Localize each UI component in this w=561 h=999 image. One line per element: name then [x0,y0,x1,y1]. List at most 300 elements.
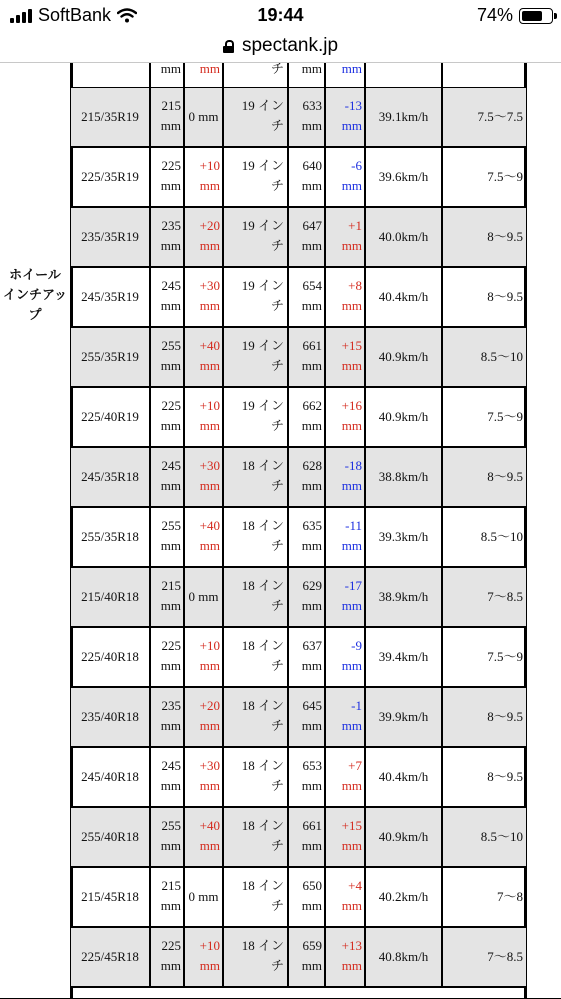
battery-fill [522,11,542,21]
inch-suffix: チ [270,298,284,313]
cell-speed [364,88,441,146]
status-bar [0,0,561,34]
cell-dia-diff [324,868,364,926]
speed-value: 40.9km/h [378,829,429,844]
cell-inch [222,448,287,506]
inch-value: 18 イン [241,578,284,593]
cell-width-diff [183,508,222,566]
cell-size [71,268,149,326]
cell-rim [441,208,526,266]
cell-size [71,88,149,146]
cell-width-diff [183,568,222,626]
width-diff-unit: mm [199,718,220,733]
diameter-value: 650 [302,878,322,893]
cell-diameter [287,268,324,326]
tire-size: 225/45R18 [81,949,139,964]
inch-value: 18 イン [241,878,284,893]
diameter-value: 629 [302,578,322,593]
width-unit: mm [160,778,181,793]
width-diff-unit: mm [199,838,220,853]
rim-width: 8.5〜10 [480,529,523,544]
diameter-value: 640 [302,158,322,173]
cell-width-diff [183,808,222,866]
inch-value: 18 イン [241,818,284,833]
dia-diff-value: +15 [341,338,362,353]
cell-width [149,268,183,326]
cell-size [71,448,149,506]
cell-dia-diff [324,148,364,206]
diameter-unit: mm [301,478,322,493]
dia-diff-unit: mm [341,238,362,253]
diameter-unit: mm [301,658,322,673]
speed-value: 40.9km/h [378,349,429,364]
cell-size [71,328,149,386]
width-unit: mm [160,238,181,253]
tire-size: 215/40R18 [81,589,139,604]
url-text[interactable]: spectank.jp [241,35,339,56]
diameter-unit: mm [301,598,322,613]
dia-diff-value: +15 [341,818,362,833]
width-value: 255 [161,818,181,833]
rim-width: 7.5〜9 [487,409,523,424]
width-diff-value: +30 [199,458,220,473]
cell-rim [441,88,526,146]
diameter-value: 628 [302,458,322,473]
cell-diameter [287,328,324,386]
width-unit: mm [160,63,181,76]
cell-dia-diff [324,928,364,986]
cell-dia-diff [324,688,364,746]
tire-size: 235/35R19 [81,229,139,244]
width-value: 225 [161,158,181,173]
speed-value: 40.2km/h [378,889,429,904]
width-unit: mm [160,298,181,313]
cell-width-diff [183,628,222,686]
speed-value: 40.4km/h [378,769,429,784]
inch-value: 18 イン [241,518,284,533]
width-diff-unit: mm [199,958,220,973]
inch-value: 19 イン [241,398,284,413]
cell-width-diff [183,328,222,386]
cell-speed [364,508,441,566]
dia-diff-value: -18 [344,458,362,473]
inch-suffix: チ [270,598,284,613]
cell-size [71,63,149,87]
tire-size: 235/40R18 [81,709,139,724]
cell-dia-diff [324,508,364,566]
cell-width [149,748,183,806]
cell-width [149,388,183,446]
dia-diff-unit: mm [341,418,362,433]
table-row [71,868,526,928]
cell-rim [441,868,526,926]
cell-diameter [287,568,324,626]
table-row [71,148,526,208]
dia-diff-value: +1 [348,218,362,233]
width-diff-unit: mm [199,538,220,553]
inch-suffix: チ [270,658,284,673]
cell-inch [222,688,287,746]
cell-inch [222,928,287,986]
cell-width-diff [183,748,222,806]
cell-dia-diff [324,88,364,146]
dia-diff-unit: mm [341,178,362,193]
width-diff-value: 0 mm [188,889,219,904]
diameter-unit: mm [301,118,322,133]
width-diff-unit: mm [199,298,220,313]
group-label [0,265,70,325]
inch-suffix: チ [270,898,284,913]
cell-size [71,808,149,866]
tire-size: 215/45R18 [81,889,139,904]
inch-suffix: チ [270,718,284,733]
dia-diff-value: -9 [351,638,362,653]
speed-value: 39.4km/h [378,649,429,664]
width-diff-value: +40 [199,338,220,353]
tire-size: 255/40R18 [81,829,139,844]
cell-inch [222,508,287,566]
dia-diff-unit: mm [341,958,362,973]
cell-diameter [287,88,324,146]
width-unit: mm [160,658,181,673]
dia-diff-value: -17 [344,578,362,593]
width-value: 225 [161,938,181,953]
width-unit: mm [160,178,181,193]
cell-diameter [287,628,324,686]
cell-dia-diff [324,628,364,686]
dia-diff-value: -11 [345,518,362,533]
width-unit: mm [160,898,181,913]
cell-rim [441,928,526,986]
dia-diff-unit: mm [341,718,362,733]
width-unit: mm [160,118,181,133]
rim-width: 8.5〜10 [480,349,523,364]
diameter-unit: mm [301,418,322,433]
cell-diameter [287,148,324,206]
table-row [71,508,526,568]
cell-speed [364,808,441,866]
width-unit: mm [160,358,181,373]
cell-diameter [287,868,324,926]
diameter-unit: mm [301,238,322,253]
width-value: 255 [161,518,181,533]
cell-dia-diff [324,268,364,326]
width-unit: mm [160,538,181,553]
cell-rim [441,508,526,566]
cell-speed [364,688,441,746]
width-unit: mm [160,718,181,733]
cell-speed [364,868,441,926]
cell-size [71,508,149,566]
diameter-unit: mm [301,898,322,913]
cell-width [149,688,183,746]
cell-size [71,928,149,986]
rim-width: 7〜8.5 [487,949,523,964]
width-value: 215 [161,98,181,113]
cell-speed [364,268,441,326]
dia-diff-value: -13 [344,98,362,113]
table-row [71,88,526,148]
rim-width: 7〜8.5 [487,589,523,604]
cell-speed [364,628,441,686]
inch-suffix: チ [270,358,284,373]
inch-value: 19 イン [241,98,284,113]
inch-value: 19 イン [241,278,284,293]
tire-size: 225/40R19 [81,409,139,424]
inch-value: 19 イン [241,218,284,233]
inch-suffix: チ [270,238,284,253]
rim-width: 7.5〜9 [487,649,523,664]
cell-rim [441,748,526,806]
cell-rim [441,628,526,686]
table-row-partial-top [71,63,526,89]
cell-width [149,148,183,206]
cell-speed [364,748,441,806]
speed-value: 38.8km/h [378,469,429,484]
diameter-unit: mm [301,178,322,193]
rim-width: 8〜9.5 [487,229,523,244]
cell-width [149,628,183,686]
cell-rim [441,268,526,326]
cell-rim [441,568,526,626]
cell-width [149,868,183,926]
table-row [71,268,526,328]
dia-diff-value: -6 [351,158,362,173]
width-value: 245 [161,758,181,773]
rim-width: 8〜9.5 [487,709,523,724]
width-unit: mm [160,598,181,613]
inch-suffix: チ [270,418,284,433]
width-diff-unit: mm [199,658,220,673]
cell-diameter [287,208,324,266]
speed-value: 40.4km/h [378,289,429,304]
inch-value: 18 イン [241,638,284,653]
cell-width-diff [183,268,222,326]
dia-diff-unit: mm [341,898,362,913]
table-row [71,388,526,448]
table-row [71,328,526,388]
width-diff-value: +10 [199,938,220,953]
tire-size: 245/35R19 [81,289,139,304]
tire-size: 245/35R18 [81,469,139,484]
dia-diff-unit: mm [341,658,362,673]
width-diff-value: +30 [199,278,220,293]
width-diff-unit: mm [199,418,220,433]
cell-width-diff [183,208,222,266]
width-diff-value: +40 [199,518,220,533]
cell-inch [222,88,287,146]
rim-width: 8〜9.5 [487,769,523,784]
cell-diameter [287,748,324,806]
dia-diff-unit: mm [341,118,362,133]
speed-value: 40.9km/h [378,409,429,424]
cell-rim [441,148,526,206]
dia-unit: mm [301,63,322,76]
diameter-value: 647 [302,218,322,233]
cell-diameter [287,688,324,746]
inch-suffix: チ [270,838,284,853]
clock: 19:44 [257,5,304,25]
inch-suffix: チ [270,478,284,493]
cell-width [149,508,183,566]
cell-dia-diff [324,568,364,626]
tire-size: 255/35R18 [81,529,139,544]
diameter-unit: mm [301,718,322,733]
diameter-value: 661 [302,818,322,833]
rim-width: 8.5〜10 [480,829,523,844]
cell-width [149,88,183,146]
cell-speed [364,328,441,386]
width-diff-value: +10 [199,158,220,173]
cell-dia-diff [324,208,364,266]
tire-size: 215/35R19 [81,109,139,124]
width-unit: mm [160,418,181,433]
cell-inch [222,748,287,806]
diameter-value: 635 [302,518,322,533]
inch-value: 18 イン [241,458,284,473]
table-row [71,628,526,688]
cell-rim [441,448,526,506]
diameter-value: 661 [302,338,322,353]
cell-diameter [287,808,324,866]
inch-value: 18 イン [241,698,284,713]
table-row [71,688,526,748]
group-label-text: ホイール インチアップ [2,267,68,322]
width-diff-value: +20 [199,218,220,233]
width-diff-value: +10 [199,638,220,653]
speed-value: 39.9km/h [378,709,429,724]
inch-suffix: チ [270,958,284,973]
inch-suffix: チ [270,178,284,193]
dia-diff-unit: mm [341,838,362,853]
cell-size [71,868,149,926]
cell-diameter [287,448,324,506]
cell-inch [222,808,287,866]
cell-width [149,208,183,266]
speed-value: 40.8km/h [378,949,429,964]
speed-value: 39.3km/h [378,529,429,544]
width-value: 215 [161,578,181,593]
tire-size: 225/40R18 [81,649,139,664]
dia-diff-value: -1 [351,698,362,713]
width-unit: mm [160,958,181,973]
dia-diff-unit: mm [341,778,362,793]
cell-width [149,63,183,87]
cell-diameter [287,63,324,87]
cell-width-diff [183,448,222,506]
diameter-value: 633 [302,98,322,113]
cell-size [71,208,149,266]
dia-diff-value: +13 [341,938,362,953]
table-row [71,928,526,988]
dia-diff-unit: mm [341,358,362,373]
diameter-value: 653 [302,758,322,773]
dia-diff-value: +8 [348,278,362,293]
carrier-name: SoftBank [38,5,112,25]
inch-suffix: チ [270,778,284,793]
inch-suffix: チ [270,63,284,76]
diameter-unit: mm [301,778,322,793]
cell-width [149,928,183,986]
width-value: 245 [161,458,181,473]
width-diff-value: 0 mm [188,109,219,124]
diameter-value: 662 [302,398,322,413]
diameter-unit: mm [301,358,322,373]
cell-dia-diff [324,748,364,806]
inch-value: 19 イン [241,338,284,353]
width-value: 255 [161,338,181,353]
page-content[interactable] [0,63,561,999]
cell-speed [364,63,441,87]
dia-diff-unit: mm [341,63,362,76]
cell-width [149,448,183,506]
cell-inch [222,388,287,446]
cell-size [71,748,149,806]
address-bar[interactable] [0,30,561,63]
inch-suffix: チ [270,118,284,133]
cell-width [149,808,183,866]
cell-width-diff [183,928,222,986]
width-value: 225 [161,638,181,653]
width-value: 225 [161,398,181,413]
diameter-unit: mm [301,838,322,853]
rim-width: 7.5〜9 [487,169,523,184]
cell-inch [222,148,287,206]
width-diff-value: +40 [199,818,220,833]
cell-diameter [287,388,324,446]
cell-width [149,568,183,626]
tire-size: 255/35R19 [81,349,139,364]
dia-diff-value: +7 [348,758,362,773]
cell-size [71,688,149,746]
cell-inch [222,208,287,266]
cell-size [71,568,149,626]
cell-dia-diff [324,808,364,866]
cell-inch [222,868,287,926]
dia-diff-unit: mm [341,298,362,313]
cell-dia-diff [324,388,364,446]
table-row [71,568,526,628]
tire-size: 245/40R18 [81,769,139,784]
diameter-value: 645 [302,698,322,713]
width-diff-value: 0 mm [188,589,219,604]
cell-rim [441,688,526,746]
cell-rim [441,388,526,446]
battery-icon [519,8,553,24]
cell-inch [222,268,287,326]
rim-width: 8〜9.5 [487,469,523,484]
diameter-value: 654 [302,278,322,293]
cell-diameter [287,508,324,566]
inch-suffix: チ [270,538,284,553]
inch-value: 18 イン [241,938,284,953]
width-diff-unit: mm [199,778,220,793]
cell-dia-diff [324,328,364,386]
cell-width-diff [183,148,222,206]
cell-width-diff [183,688,222,746]
cell-width-diff [183,868,222,926]
battery-percent: 74% [476,5,513,25]
lock-icon [223,40,234,53]
width-value: 235 [161,698,181,713]
cell-dia-diff [324,448,364,506]
width-diff-unit: mm [199,238,220,253]
table-row [71,208,526,268]
width-diff-value: +10 [199,398,220,413]
width-diff-value: +30 [199,758,220,773]
width-diff-unit: mm [199,358,220,373]
speed-value: 39.1km/h [378,109,429,124]
